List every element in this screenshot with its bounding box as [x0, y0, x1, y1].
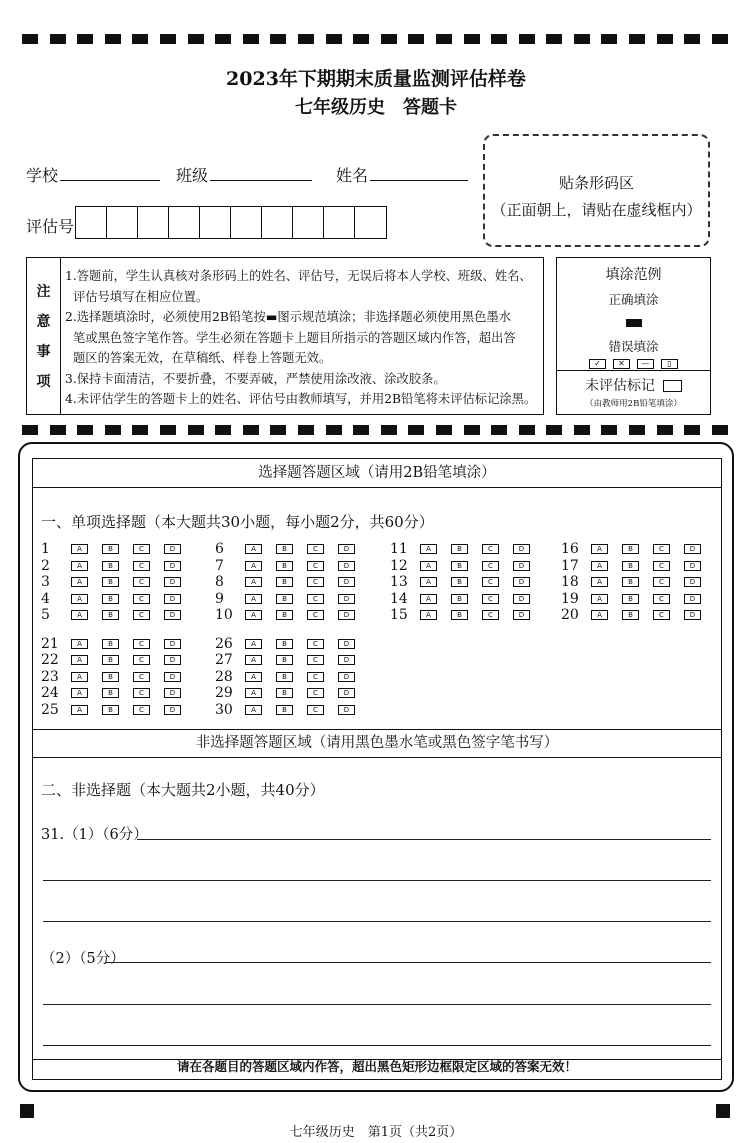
question-number: 3: [41, 574, 50, 590]
question-number: 8: [215, 574, 224, 590]
option-bubble[interactable]: B: [622, 594, 639, 604]
option-bubble[interactable]: B: [276, 577, 293, 587]
option-bubble[interactable]: D: [164, 610, 181, 620]
option-bubble[interactable]: B: [451, 561, 468, 571]
question-number: 16: [561, 541, 579, 557]
timing-mark: [243, 34, 259, 44]
option-bubble[interactable]: B: [102, 639, 119, 649]
option-bubble[interactable]: C: [653, 577, 670, 587]
timing-mark: [629, 34, 645, 44]
notes-heading-char: 意: [36, 314, 51, 330]
option-bubble[interactable]: C: [482, 594, 499, 604]
timing-mark: [50, 34, 66, 44]
question-row: [41, 636, 195, 652]
choice-heading: 一、单项选择题（本大题共30小题，每小题2分，共60分）: [41, 513, 434, 531]
timing-mark: [298, 34, 314, 44]
option-bubble[interactable]: C: [133, 639, 150, 649]
notes-body: [65, 266, 537, 410]
question-number: 4: [41, 590, 50, 607]
id-number-grid[interactable]: [75, 206, 387, 239]
notes-heading: [27, 258, 61, 414]
timing-mark: [712, 425, 728, 435]
timing-mark: [298, 425, 314, 435]
notes-box: [26, 257, 544, 415]
option-bubble[interactable]: B: [451, 544, 468, 554]
option-bubble[interactable]: A: [71, 672, 88, 682]
timing-mark: [381, 425, 397, 435]
option-bubble[interactable]: C: [307, 544, 324, 554]
note-line: 笔或黑色签字笔作答。学生必须在答题卡上题目所指示的答题区域内作答，超出答: [73, 330, 516, 345]
note-line: 1.答题前，学生认真核对条形码上的姓名、评估号，无误后将本人学校、班级、姓名、: [65, 269, 532, 283]
option-bubble[interactable]: D: [338, 610, 355, 620]
barcode-title: 贴条形码区: [558, 174, 634, 192]
option-bubble[interactable]: D: [164, 688, 181, 698]
question-row: [41, 685, 195, 701]
question-row: [215, 591, 369, 607]
option-bubble[interactable]: C: [133, 688, 150, 698]
option-bubble[interactable]: C: [133, 544, 150, 554]
timing-mark: [270, 34, 286, 44]
question-number: 2: [41, 557, 50, 574]
question-row: [215, 685, 369, 701]
option-bubble[interactable]: B: [276, 610, 293, 620]
question-row: [41, 702, 195, 718]
timing-mark: [546, 425, 562, 435]
timing-mark: [491, 34, 507, 44]
page-footer: 七年级历史 第1页（共2页）: [289, 1125, 463, 1140]
notes-heading-char: 事: [36, 344, 51, 360]
timing-mark: [519, 34, 535, 44]
option-bubble[interactable]: A: [420, 610, 437, 620]
option-bubble[interactable]: D: [684, 544, 701, 554]
notes-heading-char: 项: [36, 374, 51, 390]
question-row: [215, 636, 369, 652]
timing-mark: [22, 425, 38, 435]
option-bubble[interactable]: B: [622, 577, 639, 587]
timing-mark: [353, 34, 369, 44]
option-bubble[interactable]: A: [245, 577, 262, 587]
timing-mark: [684, 425, 700, 435]
question-number: 6: [215, 541, 224, 557]
exam-subtitle: 七年级历史 答题卡: [295, 97, 457, 118]
option-bubble[interactable]: D: [338, 672, 355, 682]
option-bubble[interactable]: B: [276, 672, 293, 682]
question-row: [561, 574, 715, 590]
question-row: [41, 669, 195, 685]
option-bubble[interactable]: A: [591, 577, 608, 587]
question-row: [215, 652, 369, 668]
option-bubble[interactable]: D: [338, 544, 355, 554]
option-bubble[interactable]: A: [245, 610, 262, 620]
question-number: 15: [390, 607, 408, 623]
question-number: 1: [41, 541, 50, 557]
option-bubble[interactable]: D: [513, 544, 530, 554]
option-bubble[interactable]: D: [684, 561, 701, 571]
fill-legend: [556, 257, 711, 415]
option-bubble[interactable]: C: [482, 544, 499, 554]
option-bubble[interactable]: B: [276, 544, 293, 554]
option-bubble[interactable]: D: [164, 577, 181, 587]
option-bubble[interactable]: A: [71, 577, 88, 587]
timing-mark: [601, 425, 617, 435]
q31-part2-label: （2）（5分）: [41, 951, 125, 967]
option-bubble[interactable]: B: [276, 688, 293, 698]
option-bubble[interactable]: C: [133, 610, 150, 620]
barcode-area: [483, 134, 710, 247]
timing-mark: [77, 425, 93, 435]
timing-mark: [132, 425, 148, 435]
option-bubble[interactable]: B: [276, 639, 293, 649]
timing-mark: [408, 425, 424, 435]
option-bubble[interactable]: A: [71, 705, 88, 715]
note-line: 题区的答案无效，在草稿纸、样卷上答题无效。: [73, 351, 332, 365]
timing-mark: [160, 425, 176, 435]
timing-mark: [188, 34, 204, 44]
question-number: 18: [561, 574, 579, 590]
question-row: [41, 541, 195, 557]
question-number: 10: [215, 607, 233, 623]
option-bubble[interactable]: A: [420, 544, 437, 554]
question-row: [215, 669, 369, 685]
option-bubble[interactable]: C: [133, 577, 150, 587]
correct-fill-mark: [626, 319, 642, 327]
option-bubble[interactable]: B: [451, 610, 468, 620]
option-bubble[interactable]: D: [513, 610, 530, 620]
question-row: [390, 591, 544, 607]
wrong-mark: —: [637, 359, 654, 369]
question-row: [41, 652, 195, 668]
timing-mark: [22, 34, 38, 44]
corner-mark: [20, 1104, 34, 1118]
option-bubble[interactable]: D: [164, 655, 181, 665]
option-bubble[interactable]: C: [307, 610, 324, 620]
answer-area: [32, 458, 722, 1080]
option-bubble[interactable]: D: [164, 639, 181, 649]
option-bubble[interactable]: C: [653, 610, 670, 620]
question-row: [390, 558, 544, 574]
question-row: [41, 574, 195, 590]
timing-mark: [657, 34, 673, 44]
q31-part1-label: 31.（1）（6分）: [41, 827, 148, 843]
question-number: 11: [390, 541, 408, 557]
option-bubble[interactable]: B: [276, 705, 293, 715]
option-bubble[interactable]: B: [102, 672, 119, 682]
option-bubble[interactable]: D: [338, 688, 355, 698]
timing-mark: [464, 425, 480, 435]
option-bubble[interactable]: C: [133, 655, 150, 665]
timing-mark: [657, 425, 673, 435]
middle-timing-marks: [22, 425, 728, 435]
option-bubble[interactable]: C: [482, 561, 499, 571]
option-bubble[interactable]: B: [276, 655, 293, 665]
option-bubble[interactable]: B: [276, 561, 293, 571]
timing-mark: [215, 425, 231, 435]
timing-mark: [464, 34, 480, 44]
name-label: 姓名: [336, 166, 369, 185]
option-bubble[interactable]: C: [653, 561, 670, 571]
option-bubble[interactable]: A: [71, 594, 88, 604]
option-bubble[interactable]: B: [451, 577, 468, 587]
option-bubble[interactable]: D: [684, 610, 701, 620]
option-bubble[interactable]: C: [482, 610, 499, 620]
timing-mark: [574, 34, 590, 44]
option-bubble[interactable]: B: [102, 688, 119, 698]
question-number: 28: [215, 668, 233, 685]
option-bubble[interactable]: C: [307, 688, 324, 698]
option-bubble[interactable]: C: [307, 639, 324, 649]
option-bubble[interactable]: A: [245, 544, 262, 554]
timing-mark: [601, 34, 617, 44]
option-bubble[interactable]: C: [133, 672, 150, 682]
option-bubble[interactable]: B: [622, 544, 639, 554]
question-number: 30: [215, 701, 233, 718]
option-bubble[interactable]: C: [307, 672, 324, 682]
question-row: [215, 607, 369, 623]
question-number: 24: [41, 685, 59, 702]
question-number: 13: [390, 574, 408, 590]
question-number: 20: [561, 607, 579, 623]
question-number: 5: [41, 607, 50, 623]
option-bubble[interactable]: C: [133, 561, 150, 571]
school-label: 学校: [26, 166, 59, 185]
correct-fill-label: 正确填涂: [608, 292, 659, 307]
option-bubble[interactable]: B: [102, 544, 119, 554]
option-bubble[interactable]: B: [276, 594, 293, 604]
option-bubble[interactable]: A: [245, 561, 262, 571]
option-bubble[interactable]: C: [133, 705, 150, 715]
option-bubble[interactable]: D: [338, 594, 355, 604]
option-bubble[interactable]: A: [71, 561, 88, 571]
answer-line[interactable]: [105, 962, 711, 963]
name-field[interactable]: [370, 180, 468, 181]
option-bubble[interactable]: B: [451, 594, 468, 604]
barcode-instruction: （正面朝上，请贴在虚线框内）: [491, 201, 702, 219]
option-bubble[interactable]: B: [102, 705, 119, 715]
unassessed-mark-box[interactable]: [663, 380, 682, 392]
id-label: 评估号: [26, 217, 75, 236]
note-line: 评估号填写在相应位置。: [73, 289, 209, 304]
option-bubble[interactable]: D: [338, 561, 355, 571]
option-bubble[interactable]: D: [338, 705, 355, 715]
question-row: [561, 558, 715, 574]
timing-mark: [77, 34, 93, 44]
timing-mark: [353, 425, 369, 435]
option-bubble[interactable]: A: [591, 594, 608, 604]
option-bubble[interactable]: B: [102, 594, 119, 604]
timing-mark: [712, 34, 728, 44]
option-bubble[interactable]: D: [164, 672, 181, 682]
timing-mark: [243, 425, 259, 435]
timing-mark: [381, 34, 397, 44]
option-bubble[interactable]: D: [684, 594, 701, 604]
option-bubble[interactable]: A: [71, 544, 88, 554]
timing-mark: [105, 34, 121, 44]
boundary-warning: 请在各题目的答题区域内作答，超出黑色矩形边框限定区域的答案无效！: [176, 1059, 577, 1074]
option-bubble[interactable]: D: [338, 655, 355, 665]
timing-mark: [132, 34, 148, 44]
question-number: 7: [215, 557, 224, 574]
timing-mark: [436, 425, 452, 435]
wrong-fill-marks: [557, 359, 710, 369]
nonchoice-heading: 二、非选择题（本大题共2小题，共40分）: [41, 781, 325, 799]
option-bubble[interactable]: A: [245, 705, 262, 715]
timing-mark: [105, 425, 121, 435]
option-bubble[interactable]: A: [420, 561, 437, 571]
timing-mark: [270, 425, 286, 435]
question-row: [41, 591, 195, 607]
legend-title: 填涂范例: [605, 267, 662, 283]
question-number: 26: [215, 635, 233, 652]
option-bubble[interactable]: A: [71, 688, 88, 698]
option-bubble[interactable]: B: [102, 610, 119, 620]
option-bubble[interactable]: B: [622, 610, 639, 620]
option-bubble[interactable]: C: [307, 594, 324, 604]
question-row: [215, 558, 369, 574]
option-bubble[interactable]: C: [307, 561, 324, 571]
option-bubble[interactable]: C: [307, 577, 324, 587]
question-number: 14: [390, 590, 408, 607]
timing-mark: [160, 34, 176, 44]
timing-mark: [546, 34, 562, 44]
answer-line[interactable]: [43, 1045, 711, 1046]
question-row: [390, 607, 544, 623]
exam-title: 2023年下期期末质量监测评估样卷: [226, 68, 526, 90]
question-number: 17: [561, 557, 579, 574]
question-row: [215, 541, 369, 557]
unassessed-label: 未评估标记: [585, 378, 655, 394]
option-bubble[interactable]: A: [71, 655, 88, 665]
option-bubble[interactable]: D: [513, 594, 530, 604]
school-field[interactable]: [60, 180, 160, 181]
option-bubble[interactable]: D: [164, 561, 181, 571]
timing-mark: [408, 34, 424, 44]
class-field[interactable]: [210, 180, 312, 181]
question-number: 27: [215, 652, 233, 669]
class-label: 班级: [176, 166, 209, 185]
timing-mark: [684, 34, 700, 44]
timing-mark: [436, 34, 452, 44]
option-bubble[interactable]: A: [245, 639, 262, 649]
timing-mark: [188, 425, 204, 435]
question-row: [561, 591, 715, 607]
note-line: 2.选择题填涂时，必须使用2B铅笔按▬图示规范填涂；非选择题必须使用黑色墨水: [65, 310, 512, 324]
option-bubble[interactable]: C: [653, 594, 670, 604]
unassessed-note: （由教师用2B铅笔填涂）: [585, 399, 682, 409]
question-row: [390, 574, 544, 590]
timing-mark: [574, 425, 590, 435]
option-bubble[interactable]: A: [245, 594, 262, 604]
option-bubble[interactable]: A: [71, 610, 88, 620]
option-bubble[interactable]: D: [513, 577, 530, 587]
option-bubble[interactable]: D: [513, 561, 530, 571]
option-bubble[interactable]: C: [133, 594, 150, 604]
note-line: 4.未评估学生的答题卡上的姓名、评估号由教师填写，并用2B铅笔将未评估标记涂黑。: [65, 392, 537, 406]
question-number: 21: [41, 635, 59, 652]
answer-line[interactable]: [43, 921, 711, 922]
question-number: 22: [41, 652, 59, 669]
timing-mark: [326, 425, 342, 435]
option-bubble[interactable]: A: [591, 544, 608, 554]
option-bubble[interactable]: A: [591, 561, 608, 571]
option-bubble[interactable]: B: [622, 561, 639, 571]
wrong-mark: ▯: [661, 359, 678, 369]
question-row: [215, 574, 369, 590]
question-number: 23: [41, 668, 59, 685]
answer-line[interactable]: [43, 880, 711, 881]
notes-heading-char: 注: [36, 284, 51, 300]
question-number: 9: [215, 590, 224, 607]
wrong-mark: ✕: [613, 359, 630, 369]
option-bubble[interactable]: D: [164, 705, 181, 715]
option-bubble[interactable]: A: [420, 594, 437, 604]
option-bubble[interactable]: A: [245, 672, 262, 682]
option-bubble[interactable]: C: [653, 544, 670, 554]
question-row: [390, 541, 544, 557]
nonchoice-banner: 非选择题答题区域（请用黑色墨水笔或黑色签字笔书写）: [195, 735, 559, 751]
option-bubble[interactable]: A: [245, 655, 262, 665]
option-bubble[interactable]: B: [102, 561, 119, 571]
wrong-mark: ✓: [589, 359, 606, 369]
answer-line[interactable]: [43, 1004, 711, 1005]
question-row: [41, 607, 195, 623]
option-bubble[interactable]: A: [420, 577, 437, 587]
answer-sheet: [18, 442, 734, 1092]
option-bubble[interactable]: C: [482, 577, 499, 587]
question-number: 25: [41, 701, 59, 718]
option-bubble[interactable]: D: [164, 544, 181, 554]
wrong-fill-label: 错误填涂: [608, 339, 659, 354]
option-bubble[interactable]: B: [102, 655, 119, 665]
question-row: [215, 702, 369, 718]
option-bubble[interactable]: D: [338, 639, 355, 649]
option-bubble[interactable]: A: [245, 688, 262, 698]
option-bubble[interactable]: A: [71, 639, 88, 649]
timing-mark: [519, 425, 535, 435]
note-line: 3.保持卡面清洁，不要折叠，不要弄破，严禁使用涂改液、涂改胶条。: [65, 371, 446, 386]
timing-mark: [629, 425, 645, 435]
top-timing-marks: [22, 34, 728, 44]
question-row: [561, 607, 715, 623]
timing-mark: [326, 34, 342, 44]
option-bubble[interactable]: C: [307, 655, 324, 665]
option-bubble[interactable]: D: [338, 577, 355, 587]
question-row: [561, 541, 715, 557]
corner-mark: [716, 1104, 730, 1118]
option-bubble[interactable]: A: [591, 610, 608, 620]
option-bubble[interactable]: D: [684, 577, 701, 587]
timing-mark: [215, 34, 231, 44]
option-bubble[interactable]: D: [164, 594, 181, 604]
timing-mark: [50, 425, 66, 435]
choice-banner: 选择题答题区域（请用2B铅笔填涂）: [258, 465, 496, 481]
question-row: [41, 558, 195, 574]
answer-line[interactable]: [137, 839, 711, 840]
question-number: 29: [215, 685, 233, 702]
question-number: 12: [390, 557, 408, 574]
timing-mark: [491, 425, 507, 435]
option-bubble[interactable]: B: [102, 577, 119, 587]
option-bubble[interactable]: C: [307, 705, 324, 715]
question-number: 19: [561, 590, 579, 607]
